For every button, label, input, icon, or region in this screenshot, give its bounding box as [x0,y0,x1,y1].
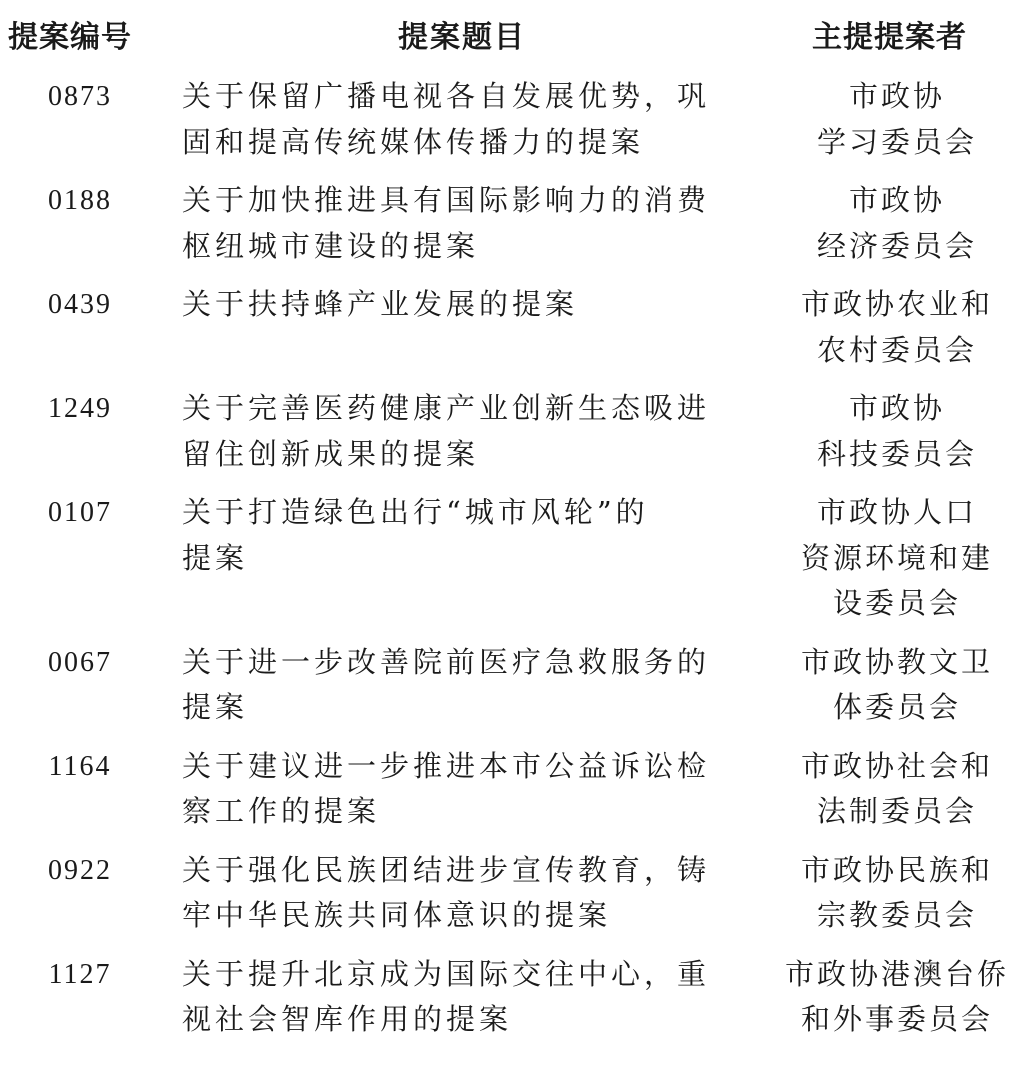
proposal-title-line: 关于建议进一步推进本市公益诉讼检 [182,748,711,783]
proposal-author [782,848,1012,939]
proposal-title-line: 视社会智库作用的提案 [182,1002,513,1036]
proposal-author-line: 市政协 [848,183,945,217]
proposal-number: 0067 [48,646,112,678]
proposal-title-line: 固和提高传统媒体传播力的提案 [182,124,645,159]
proposal-author-line: 宗教委员会 [816,898,977,932]
proposal-author [782,640,1012,731]
proposal-author-line: 市政协 [848,391,945,425]
proposal-number: 0188 [48,185,112,216]
proposal-author-line: 农村委员会 [816,332,977,367]
proposal-author-line: 经济委员会 [816,228,977,263]
proposal-author-line: 和外事委员会 [800,1002,993,1036]
proposal-author-line: 设委员会 [832,586,961,620]
proposal-title-line: 提案 [182,690,249,724]
table-body [0,74,1020,1056]
proposal-title-line: 关于打造绿色出行“城市风轮”的 [182,495,649,529]
proposal-title-line: 关于提升北京成为国际交往中心，重 [182,956,711,991]
proposal-number: 0922 [48,854,112,886]
table-row [0,490,1020,640]
proposal-author-line: 市政协人口 [816,495,977,529]
table-row [0,74,1020,178]
proposal-title-line: 提案 [182,540,249,575]
proposal-author [782,386,1012,477]
proposal-number: 0873 [48,81,112,112]
proposal-title-line: 关于加快推进具有国际影响力的消费 [182,183,711,217]
proposal-title [182,640,742,731]
proposal-title [182,386,742,477]
table-row [0,952,1020,1056]
proposal-author-line: 市政协民族和 [800,852,993,887]
proposal-author-line: 市政协 [848,79,945,113]
table-row [0,640,1020,744]
table-row [0,386,1020,490]
proposal-title [182,74,742,165]
proposal-author-line: 资源环境和建 [800,540,993,575]
proposal-title-line: 关于扶持蜂产业发展的提案 [182,287,579,321]
proposal-title-line: 关于完善医药健康产业创新生态吸进 [182,391,711,425]
proposal-author [782,74,1012,165]
header-title: 提案题目 [398,20,526,55]
table-header [0,14,1020,62]
table-row [0,282,1020,386]
proposal-author-line: 市政协教文卫 [800,644,993,679]
proposal-author-line: 体委员会 [832,690,961,724]
proposal-title [182,178,742,269]
table-row [0,178,1020,282]
proposal-author-line: 市政协社会和 [800,748,993,783]
table-row [0,744,1020,848]
proposal-number: 1127 [48,958,112,990]
proposal-title-line: 关于强化民族团结进步宣传教育，铸 [182,852,711,887]
proposal-title-line: 察工作的提案 [182,794,381,828]
proposal-title [182,490,742,581]
proposal-author-line: 市政协港澳台侨 [784,956,1009,991]
proposal-author-line: 学习委员会 [816,124,977,159]
proposal-number: 0439 [48,289,112,320]
proposal-title-line: 关于保留广播电视各自发展优势，巩 [182,79,711,113]
proposal-title [182,744,742,835]
proposal-title-line: 牢中华民族共同体意识的提案 [182,898,612,932]
proposal-title-line: 枢纽城市建设的提案 [182,228,480,263]
proposal-title [182,952,742,1043]
proposal-title-line: 关于进一步改善院前医疗急救服务的 [182,644,711,679]
proposal-author [782,952,1012,1043]
proposal-author [782,282,1012,373]
proposal-number: 1164 [48,750,112,782]
proposal-author [782,744,1012,835]
proposal-number: 0107 [48,497,112,528]
proposal-title [182,282,742,328]
proposal-author [782,178,1012,269]
proposal-author [782,490,1012,627]
header-author: 主提提案者 [812,20,967,55]
header-number: 提案编号 [8,20,132,55]
proposal-title-line: 留住创新成果的提案 [182,436,480,471]
proposal-author-line: 法制委员会 [816,794,977,828]
proposal-title [182,848,742,939]
proposal-author-line: 市政协农业和 [800,287,993,321]
proposal-number: 1249 [48,393,112,424]
proposal-author-line: 科技委员会 [816,436,977,471]
table-row [0,848,1020,952]
